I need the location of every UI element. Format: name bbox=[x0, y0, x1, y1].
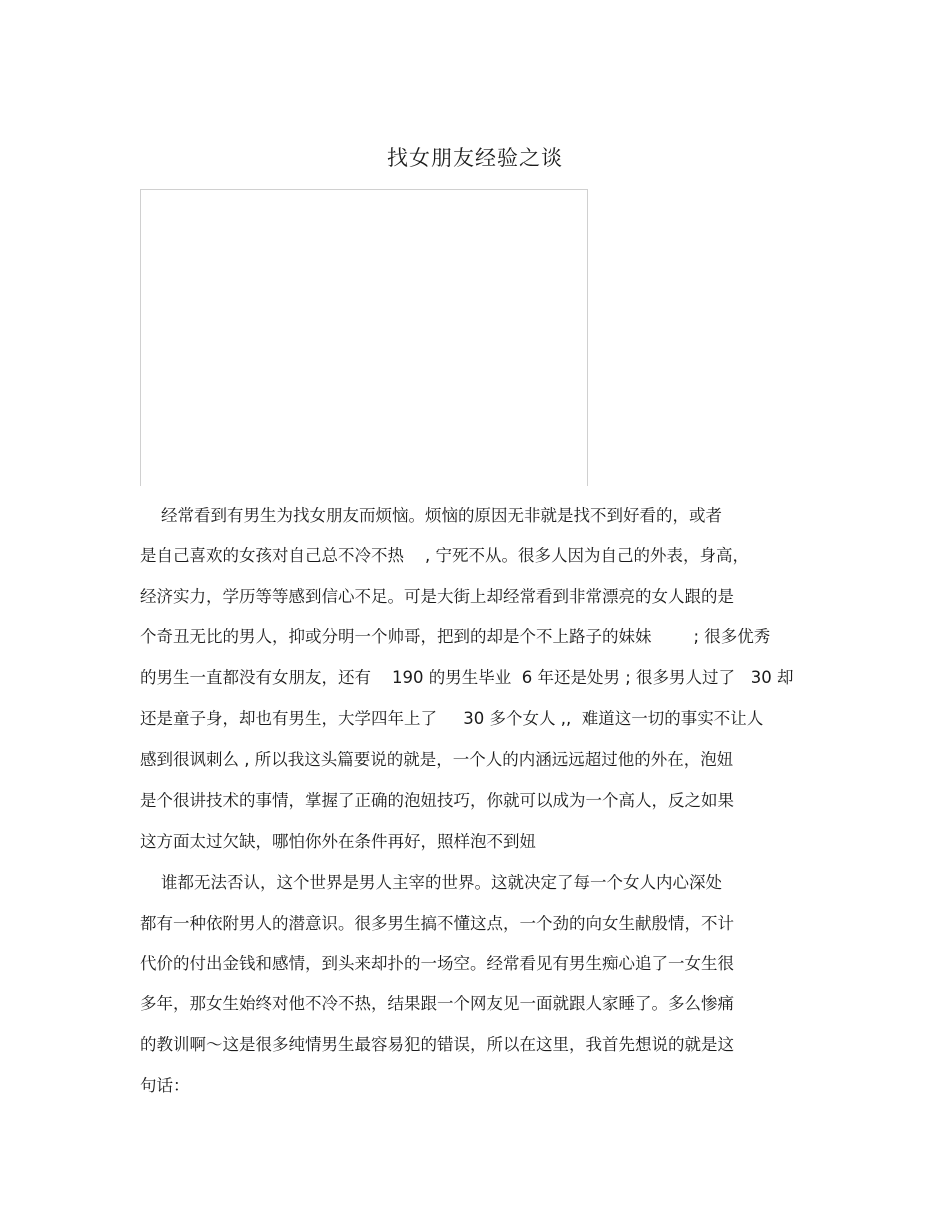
image-placeholder bbox=[140, 189, 588, 486]
paragraph-2-line-2: 都有一种依附男人的潜意识。很多男生搞不懂这点，一个劲的向女生献殷情，不计 bbox=[140, 914, 734, 933]
document-title: 找女朋友经验之谈 bbox=[387, 146, 563, 170]
paragraph-1-line-3: 经济实力，学历等等感到信心不足。可是大街上却经常看到非常漂亮的女人跟的是 bbox=[140, 587, 734, 606]
paragraph-1-line-5: 的男生一直都没有女朋友，还有 190 的男生毕业 6 年还是处男 ; 很多男人过了 30 却 bbox=[140, 668, 794, 687]
paragraph-2-line-5: 的教训啊～这是很多纯情男生最容易犯的错误，所以在这里，我首先想说的就是这 bbox=[140, 1035, 734, 1054]
paragraph-2-line-1: 谁都无法否认，这个世界是男人主宰的世界。这就决定了每一个女人内心深处 bbox=[140, 873, 722, 892]
paragraph-1-line-6: 还是童子身，却也有男生，大学四年上了 30 多个女人 ,, 难道这一切的事实不让人 bbox=[140, 709, 764, 728]
paragraph-1-line-2: 是自己喜欢的女孩对自己总不冷不热 , 宁死不从。很多人因为自己的外表，身高， bbox=[140, 546, 749, 565]
paragraph-2-line-3: 代价的付出金钱和感情，到头来却扑的一场空。经常看见有男生痴心追了一女生很 bbox=[140, 954, 734, 973]
paragraph-2-line-4: 多年，那女生始终对他不冷不热，结果跟一个网友见一面就跟人家睡了。多么惨痛 bbox=[140, 994, 734, 1013]
paragraph-1-line-7: 感到很讽刺么 , 所以我这头篇要说的就是，一个人的内涵远远超过他的外在，泡妞 bbox=[140, 750, 734, 769]
paragraph-1-line-1: 经常看到有男生为找女朋友而烦恼。烦恼的原因无非就是找不到好看的，或者 bbox=[140, 506, 722, 525]
paragraph-2-line-6: 句话： bbox=[140, 1076, 190, 1095]
paragraph-1-line-9: 这方面太过欠缺，哪怕你外在条件再好，照样泡不到妞 bbox=[140, 832, 536, 851]
paragraph-1-line-8: 是个很讲技术的事情，掌握了正确的泡妞技巧，你就可以成为一个高人，反之如果 bbox=[140, 791, 734, 810]
paragraph-1-line-4: 个奇丑无比的男人，抑或分明一个帅哥，把到的却是个不上路子的妹妹 ; 很多优秀 bbox=[140, 627, 771, 646]
